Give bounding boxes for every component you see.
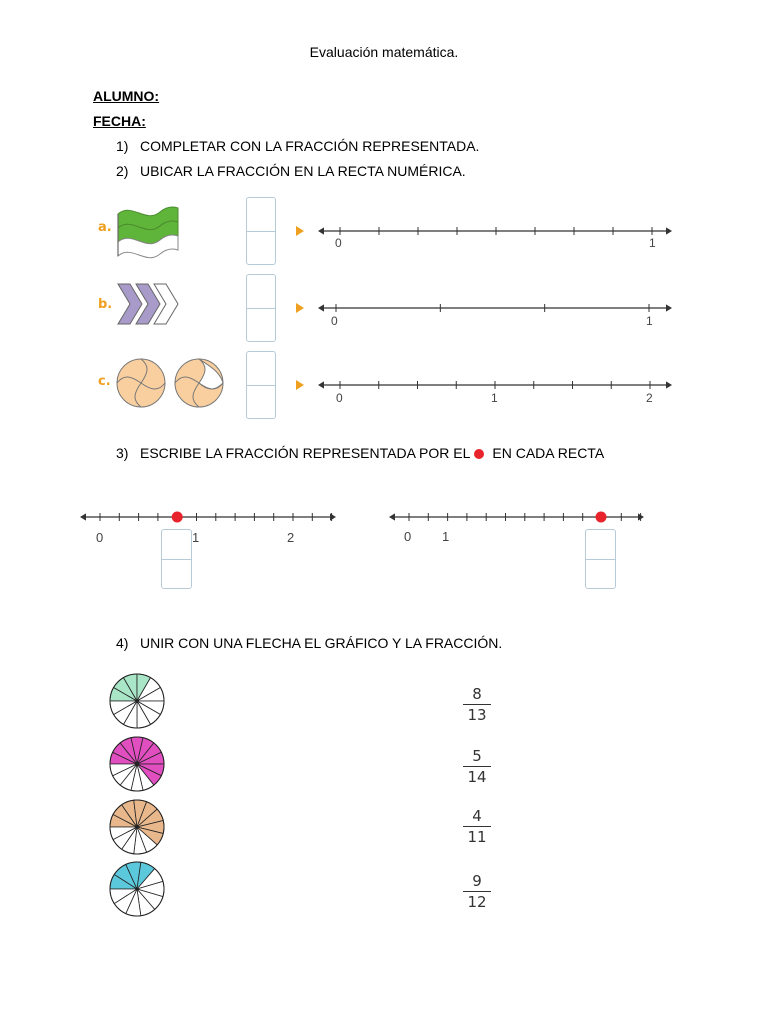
item-letter-c: c. (98, 374, 111, 389)
instruction-text: COMPLETAR CON LA FRACCIÓN REPRESENTADA. (140, 138, 480, 154)
red-dot-marker (172, 512, 183, 523)
instruction-text: UNIR CON UNA FLECHA EL GRÁFICO Y LA FRACCIÓN. (140, 635, 503, 651)
numerator: 8 (472, 685, 482, 703)
instruction-text: ESCRIBE LA FRACCIÓN REPRESENTADA POR EL (140, 445, 471, 461)
red-dot-marker (596, 512, 607, 523)
fraction-circle (110, 800, 164, 854)
fraction-8-13[interactable] (457, 684, 497, 725)
circle-center (135, 762, 138, 765)
line-label: 0 (96, 530, 104, 545)
arrow-marker-icon (296, 226, 304, 236)
page-title: Evaluación matemática. (309, 44, 459, 60)
line-label: 1 (192, 530, 200, 545)
denominator: 13 (467, 706, 487, 724)
arrow-right-icon (666, 304, 672, 311)
instruction-text-after: EN CADA RECTA (492, 445, 605, 461)
instruction-3 (116, 445, 604, 461)
denominator: 12 (467, 893, 487, 911)
arrow-right-icon (666, 381, 672, 388)
arrow-left-icon (80, 513, 86, 520)
fraction-circle (110, 674, 164, 728)
instruction-4 (116, 635, 502, 651)
line-label: 1 (649, 236, 656, 250)
denominator: 11 (467, 828, 487, 846)
line-label: 1 (442, 529, 450, 544)
circle-center (135, 887, 138, 890)
arrow-left-icon (318, 227, 324, 234)
line-label: 2 (287, 530, 295, 545)
line-label: 1 (646, 314, 653, 328)
fraction-circle (110, 737, 164, 791)
item-letter-a: a. (98, 220, 112, 235)
chevrons-figure (118, 284, 178, 324)
arrow-right-icon (666, 227, 672, 234)
numerator: 9 (472, 872, 482, 890)
item-letter-b: b. (98, 297, 113, 312)
split-circles-figure (117, 359, 223, 407)
line-label: 0 (336, 391, 343, 405)
date-label: FECHA: (93, 113, 146, 129)
circle-center (135, 699, 138, 702)
red-dot-icon (474, 449, 484, 459)
instruction-number: 2) (116, 163, 129, 179)
answer-box-line-1[interactable] (161, 529, 192, 589)
instruction-number: 4) (116, 635, 129, 651)
fraction-5-14[interactable] (457, 746, 497, 787)
arrow-left-icon (389, 513, 395, 520)
arrow-left-icon (318, 304, 324, 311)
numerator: 5 (472, 747, 482, 765)
fraction-4-11[interactable] (457, 806, 497, 847)
fraction-9-12[interactable] (457, 871, 497, 912)
numerator: 4 (472, 807, 482, 825)
line-label: 2 (646, 391, 653, 405)
answer-box-line-2[interactable] (585, 529, 616, 589)
arrow-marker-icon (296, 303, 304, 313)
arrow-right-icon (330, 513, 336, 520)
flag-strips-figure (118, 207, 178, 258)
student-label: ALUMNO: (93, 88, 160, 104)
arrow-left-icon (318, 381, 324, 388)
fraction-circle (110, 862, 164, 916)
line-label: 1 (491, 391, 498, 405)
instruction-text: UBICAR LA FRACCIÓN EN LA RECTA NUMÉRICA. (140, 163, 466, 179)
line-label: 0 (331, 314, 338, 328)
line-label: 0 (335, 236, 342, 250)
arrow-marker-icon (296, 380, 304, 390)
line-label: 0 (404, 529, 412, 544)
instruction-number: 3) (116, 445, 129, 461)
instruction-number: 1) (116, 138, 129, 154)
circle-center (135, 825, 138, 828)
denominator: 14 (467, 768, 487, 786)
